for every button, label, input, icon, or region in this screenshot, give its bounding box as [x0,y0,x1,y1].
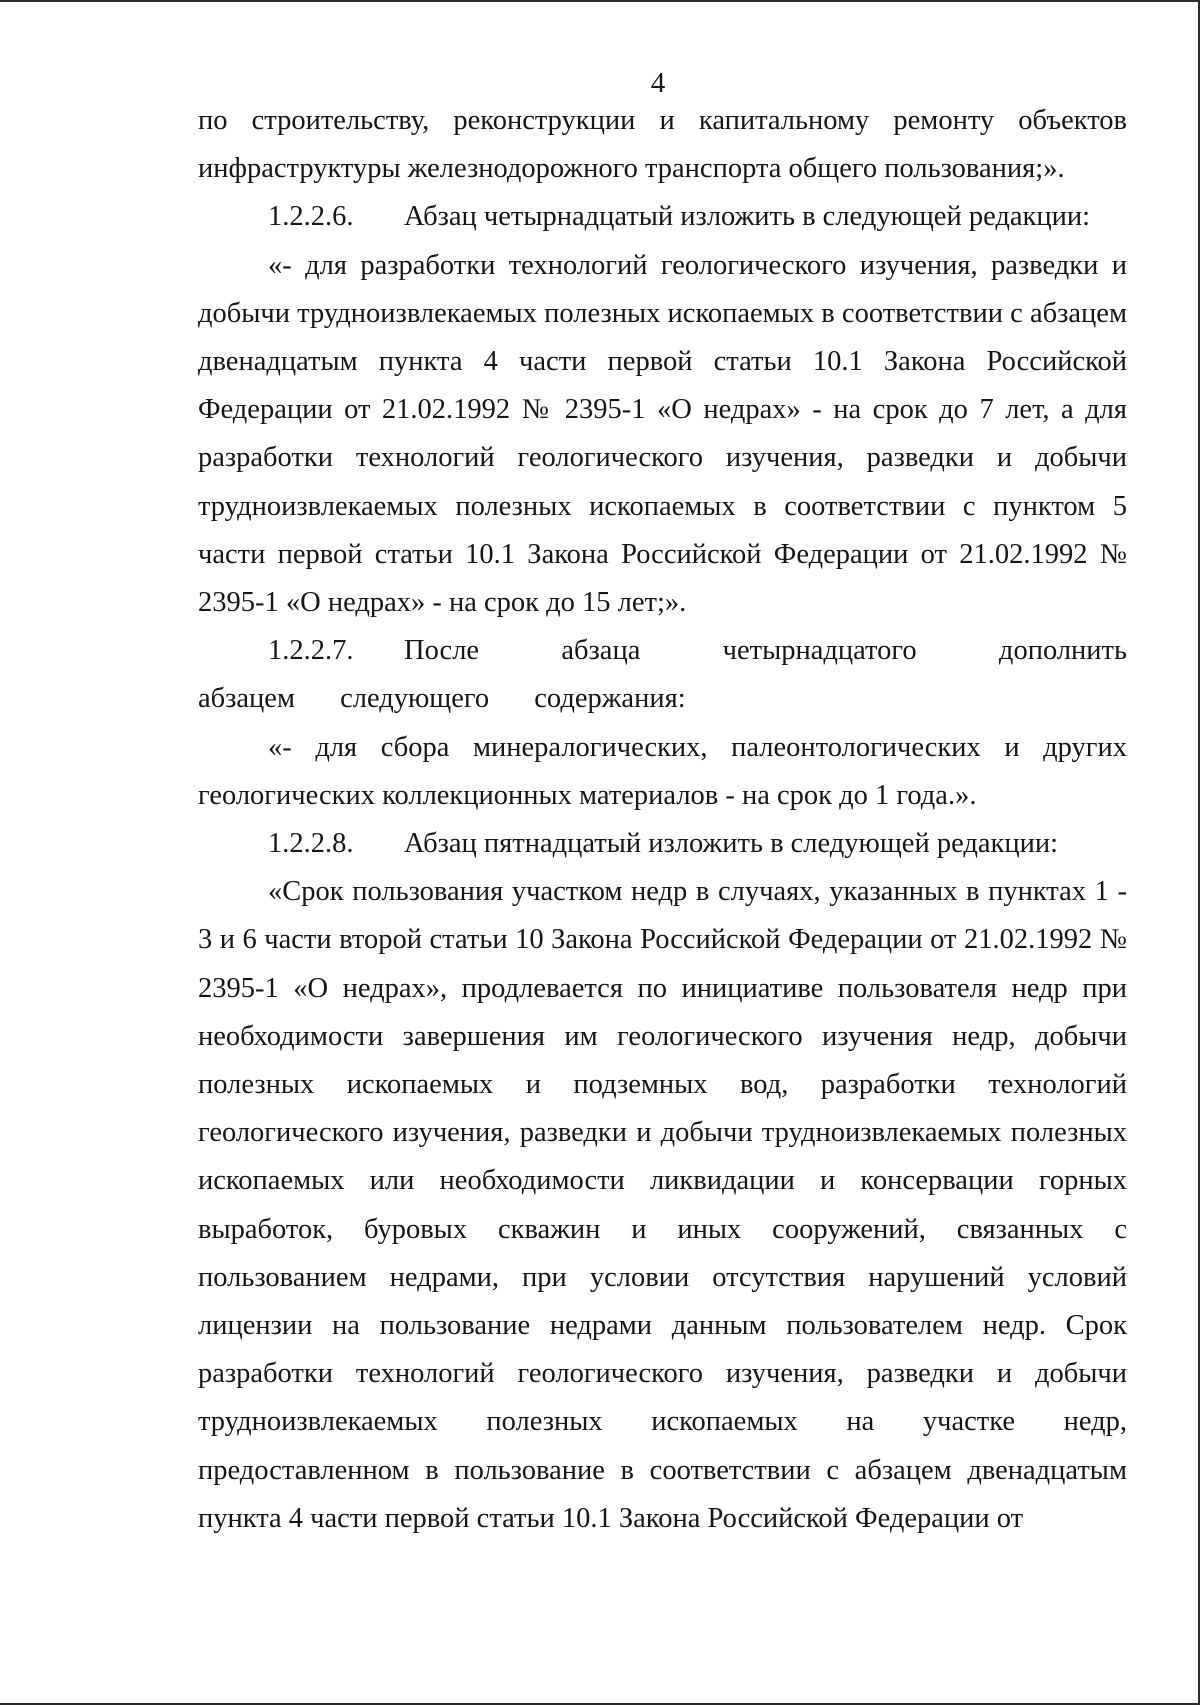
page-number: 4 [650,67,666,99]
document-body [198,97,1127,1543]
paragraph-continuation: по строительству, реконструкции и капитальному ремонту объектов инфраструктуры железнодорожного транспорта общего пользования;». [198,105,1127,185]
paragraph-quote-collections: «- для сбора минералогических, палеонтологических и других геологических коллекционных материалов - на срок до 1 года.». [198,731,1127,811]
item-number: 1.2.2.6. [268,201,354,233]
paragraph-quote-abzac-14: «- для разработки технологий геологического изучения, разведки и добычи трудноизвлекаемых полезных ископаемых в соответствии с абзацем двенадцатым пункта 4 части первой статьи 10.1 Закона Российской Федерации от 21.02.1992 № 2395-1 «О недрах» - на срок до 7 лет, а для разработки технологий геологического изучения, разведки и добычи трудноизвлекаемых полезных ископаемых в соответствии с пунктом 5 части первой статьи 10.1 Закона Российской Федерации от 21.02.1992 № 2395-1 «О недрах» - на срок до 15 лет;». [198,249,1127,619]
scan-border-top [0,0,1200,2]
item-number: 1.2.2.8. [268,828,354,860]
item-text: Абзац четырнадцатый изложить в следующей редакции: [404,201,1091,233]
paragraph-item-1-2-2-7 [198,627,1127,723]
paragraph-quote-term-extension: «Срок пользования участком недр в случаях, указанных в пунктах 1 - 3 и 6 части второй статьи 10 Закона Российской Федерации от 21.02.1992 № 2395-1 «О недрах», продлевается по инициативе пользователя недр при необходимости завершения им геологического изучения недр, добычи полезных ископаемых и подземных вод, разработки технологий геологического изучения, разведки и добычи трудноизвлекаемых полезных ископаемых или необходимости ликвидации и консервации горных выработок, буровых скважин и иных сооружений, связанных с пользованием недрами, при условии отсутствия нарушений условий лицензии на пользование недрами данным пользователем недр. Срок разработки технологий геологического изучения, разведки и добычи трудноизвлекаемых полезных ископаемых на участке недр, предоставленном в пользование в соответствии с абзацем двенадцатым пункта 4 части первой статьи 10.1 Закона Российской Федерации от [198,876,1127,1534]
paragraph-item-1-2-2-8 [198,820,1127,868]
paragraph-item-1-2-2-6 [198,193,1127,241]
item-number: 1.2.2.7. [268,635,354,667]
item-text: После абзаца четырнадцатого дополнить абзацем следующего содержания: [198,635,1127,715]
item-text: Абзац пятнадцатый изложить в следующей редакции: [404,828,1059,860]
